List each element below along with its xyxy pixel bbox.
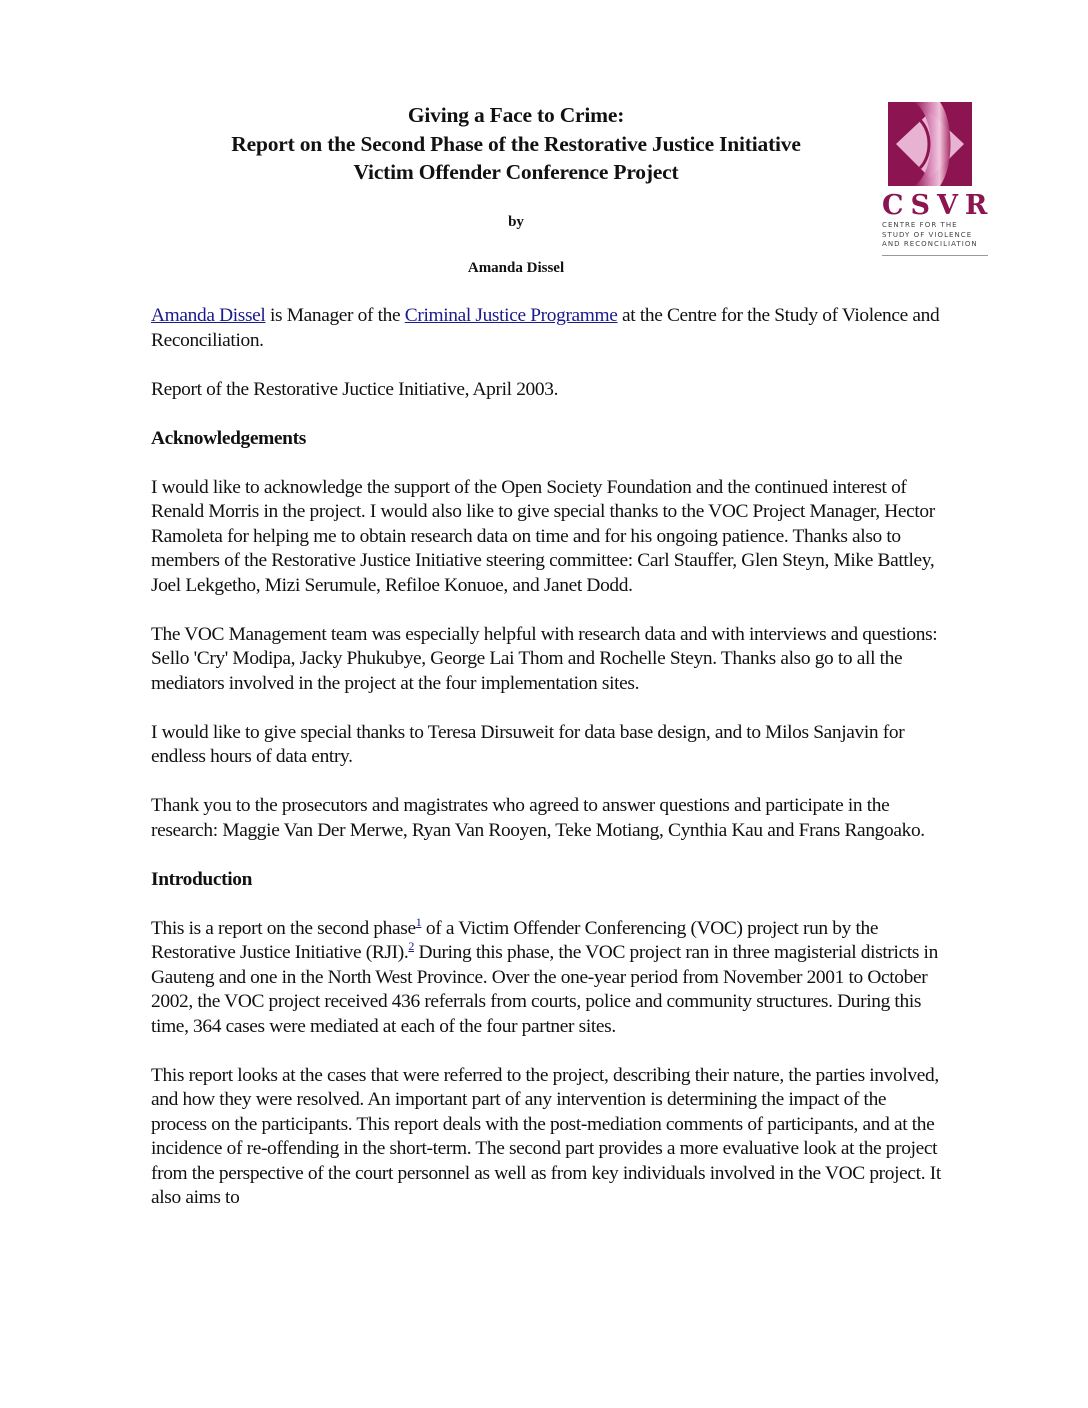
intro-text: This is a report on the second phase <box>151 917 416 939</box>
title-line: Report on the Second Phase of the Restorative Justice Initiative <box>231 131 801 156</box>
intro-text: of a Victim Offender Conferencing (VOC) project run by the Restorative Justice Initiative (RJI). <box>151 917 879 963</box>
logo-letters: CSVR <box>882 190 995 221</box>
title-line: Giving a Face to Crime: <box>407 103 625 127</box>
title-line: Victim Offender Conference Project <box>353 160 679 184</box>
acknowledgement-paragraph: The VOC Management team was especially helpful with research data and with interviews and questions: Sello 'Cry' Modipa, Jacky Phukubye, George Lai Thom and Rochelle Steyn. Thanks also go to all the mediators involved in the project at the four implementation sites. <box>151 623 938 694</box>
footnote-link-2[interactable]: 2 <box>408 939 415 953</box>
document-title <box>160 101 872 187</box>
logo-tagline-line: CENTRE FOR THE <box>882 221 958 229</box>
introduction-heading: Introduction <box>151 868 253 890</box>
author-bio <box>151 304 941 353</box>
bio-text: is Manager of the <box>265 305 405 326</box>
document-body <box>151 304 941 1235</box>
acknowledgement-paragraph: I would like to acknowledge the support of the Open Society Foundation and the continued interest of Renald Morris in the project. I would also like to give special thanks to the VOC Project Manager, Hector Ramoleta for helping me to obtain research data on time and for his ongoing patience. Thanks also to members of the Restorative Justice Initiative steering committee: Carl Stauffer, Glen Steyn, Mike Battley, Joel Lekgetho, Mizi Serumule, Refiloe Konuoe, and Janet Dodd. <box>151 476 935 596</box>
programme-link[interactable]: Criminal Justice Programme <box>404 305 618 326</box>
introduction-paragraph <box>151 914 941 1040</box>
acknowledgement-paragraph: I would like to give special thanks to Teresa Dirsuweit for data base design, and to Milos Sanjavin for endless hours of data entry. <box>151 721 905 767</box>
intro-text: During this phase, the VOC project ran in three magisterial districts in Gauteng and one in the North West Province. Over the one-year period from November 2001 to October 2002, the VOC project received 436 referrals from courts, police and community structures. During this time, 364 cases were mediated at each of the four partner sites. <box>151 942 938 1037</box>
logo-tagline-line: STUDY OF VIOLENCE <box>882 230 973 239</box>
bio-text: at the Centre for the Study of Violence and Reconciliation. <box>151 305 940 351</box>
logo-tagline-line: AND RECONCILIATION <box>882 240 978 248</box>
introduction-paragraph: This report looks at the cases that were referred to the project, describing their nature, the parties involved, and how they were resolved. An important part of any intervention is determining the impact of the process on the participants. This report deals with the post-mediation comments of participants, and at the incidence of re-offending in the short-term. The second part provides a more evaluative look at the project from the perspective of the court personnel as well as from key individuals involved in the VOC project. It also aims to <box>151 1064 941 1208</box>
acknowledgement-paragraph: Thank you to the prosecutors and magistrates who agreed to answer questions and participate in the research: Maggie Van Der Merwe, Ryan Van Rooyen, Teke Motiang, Cynthia Kau and Frans Rangoako. <box>151 795 925 841</box>
by-label: by <box>508 214 524 230</box>
report-line: Report of the Restorative Juctice Initiative, April 2003. <box>151 378 559 400</box>
footnote-link-1[interactable]: 1 <box>415 914 422 929</box>
logo-divider <box>882 255 988 256</box>
acknowledgements-heading: Acknowledgements <box>151 427 306 449</box>
author-link[interactable]: Amanda Dissel <box>151 305 266 326</box>
author-name: Amanda Dissel <box>467 260 565 276</box>
csvr-logo <box>880 100 995 260</box>
csvr-logo-mark-icon <box>888 102 972 186</box>
logo-tagline <box>882 221 992 250</box>
